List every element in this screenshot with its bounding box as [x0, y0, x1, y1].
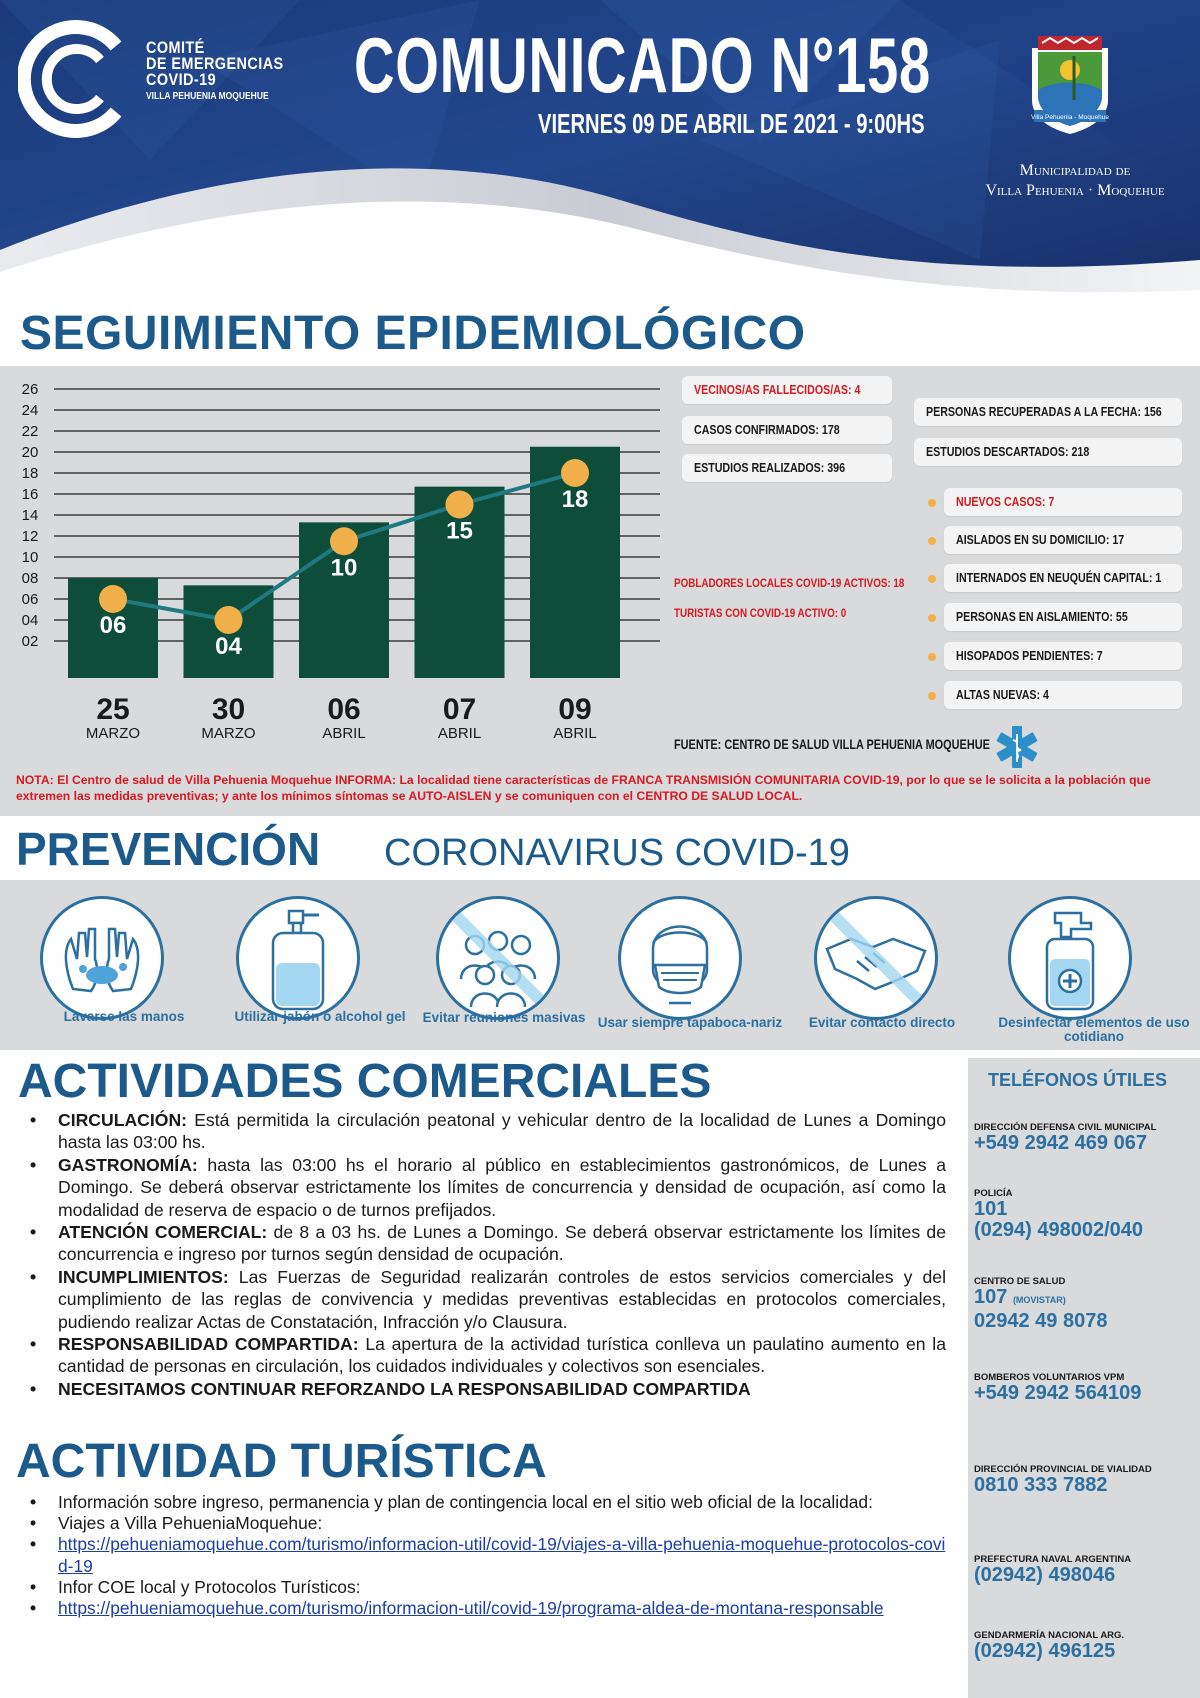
y-tick-label: 20	[21, 444, 39, 461]
bullet-dot	[928, 614, 936, 622]
star-of-life-icon	[992, 722, 1042, 772]
tel-bomberos	[974, 1372, 1198, 1404]
spray-bottle-icon	[1008, 896, 1132, 1020]
comite-line-3: COVID-19	[146, 70, 217, 89]
data-point	[561, 459, 589, 487]
data-point	[446, 491, 474, 519]
data-point	[215, 606, 243, 634]
list-item: • Infor COE local y Protocolos Turísticos:	[28, 1577, 946, 1598]
tel-label: DIRECCIÓN DEFENSA CIVIL MUNICIPAL	[974, 1122, 1157, 1133]
bullet-dot	[928, 537, 936, 545]
source-note: FUENTE: CENTRO DE SALUD VILLA PEHUENIA MOQUEHUE	[674, 736, 990, 752]
list-item: • NECESITAMOS CONTINUAR REFORZANDO LA RESPONSABILIDAD COMPARTIDA	[28, 1378, 946, 1400]
stat-hisopados: HISOPADOS PENDIENTES: 7	[944, 642, 1182, 670]
tel-policia	[974, 1188, 1198, 1241]
bullet-dot	[928, 499, 936, 507]
x-tick-month: ABRIL	[437, 725, 482, 742]
list-item: • Información sobre ingreso, permanencia y plan de contingencia local en el sitio web oficial de la localidad:	[28, 1492, 946, 1513]
page-title: COMUNICADO N°158	[354, 21, 931, 109]
stat-confirmados: CASOS CONFIRMADOS: 178	[682, 416, 892, 444]
stat-pobladores: POBLADORES LOCALES COVID-19 ACTIVOS: 18	[674, 576, 905, 590]
prev-label-reuniones: Evitar reuniones masivas	[422, 1010, 586, 1025]
tel-label: BOMBEROS VOLUNTARIOS VPM	[974, 1372, 1125, 1383]
tel-number[interactable]: 02942 49 8078	[974, 1310, 1108, 1332]
data-point	[330, 527, 358, 555]
data-label: 15	[446, 517, 473, 545]
list-item: • RESPONSABILIDAD COMPARTIDA: La apertura de la actividad turística conlleva un paulatino aumento en la cantidad de personas en circulación, los cuidados individuales y colectivos son esenciales.	[28, 1333, 946, 1378]
shield-caption: Villa Pehuenia - Moquehue	[1031, 114, 1109, 121]
prev-label-manos: Lavarse las manos	[63, 1009, 185, 1024]
prevencion-subtitle: CORONAVIRUS COVID-19	[384, 832, 850, 874]
municipality-name	[955, 161, 1195, 201]
prev-label-contacto: Evitar contacto directo	[808, 1015, 956, 1030]
stat-recuperadas: PERSONAS RECUPERADAS A LA FECHA: 156	[914, 398, 1182, 426]
hands-washing-icon	[40, 896, 164, 1020]
comite-line-1: COMITÉ	[146, 38, 205, 57]
x-tick-month: MARZO	[201, 725, 256, 742]
y-tick-label: 10	[21, 549, 39, 566]
health-notice: NOTA: El Centro de salud de Villa Pehuenia Moquehue INFORMA: La localidad tiene características de FRANCA TRANSMISIÓN COMUNITARIA COVID-19, por lo que se le solicita a la población que extremen las medidas preventivas; y ante los mínimos síntomas se AUTO-AISLEN y se comuniquen con el CENTRO DE SALUD LOCAL.	[16, 773, 1151, 803]
page-date: VIERNES 09 DE ABRIL DE 2021 - 9:00HS	[538, 108, 925, 139]
y-tick-label: 24	[21, 402, 39, 419]
comite-logo-icon	[18, 14, 138, 144]
bullet-dot	[928, 653, 936, 661]
list-item: • Viajes a Villa PehueniaMoquehue:	[28, 1513, 946, 1534]
cases-chart	[0, 366, 670, 756]
list-item: • GASTRONOMÍA: hasta las 03:00 hs el horario al público en establecimientos gastronómicos, de Lunes a Domingo. Se deberá observar estrictamente los límites de concurrencia y densidad de ocupación, así como la modalidad de reserva de espacio o de turnos prefijados.	[28, 1154, 946, 1221]
stat-descartados: ESTUDIOS DESCARTADOS: 218	[914, 438, 1182, 466]
prev-label-desinfectar: Desinfectar elementos de uso cotidiano	[998, 1015, 1190, 1044]
soap-dispenser-icon	[236, 896, 360, 1020]
x-tick-day: 25	[96, 693, 130, 726]
y-tick-label: 12	[21, 528, 39, 545]
y-tick-label: 16	[21, 486, 39, 503]
tel-defensa-civil	[974, 1122, 1198, 1154]
data-label: 18	[561, 486, 589, 513]
data-label: 06	[99, 612, 127, 639]
municipality-line-1: Municipalidad de	[1019, 162, 1131, 179]
y-tick-label: 04	[21, 612, 39, 629]
data-point	[99, 585, 127, 613]
comite-name	[146, 40, 308, 105]
x-tick-day: 07	[442, 693, 477, 726]
list-item: • CIRCULACIÓN: Está permitida la circulación peatonal y vehicular dentro de la localidad de Lunes a Domingo hasta las 03:00 hs.	[28, 1109, 946, 1154]
stat-aislados: AISLADOS EN SU DOMICILIO: 17	[944, 526, 1182, 554]
telefonos-panel	[968, 1058, 1200, 1698]
actividades-title: ACTIVIDADES COMERCIALES	[18, 1055, 712, 1108]
crowd-icon	[436, 896, 560, 1020]
x-tick-month: MARZO	[85, 725, 141, 742]
tel-label: GENDARMERÍA NACIONAL ARG.	[974, 1630, 1125, 1641]
tel-label: CENTRO DE SALUD	[974, 1276, 1066, 1287]
tel-label: DIRECCIÓN PROVINCIAL DE VIALIDAD	[974, 1464, 1152, 1475]
data-label: 10	[330, 554, 358, 582]
bullet-dot	[928, 692, 936, 700]
turistica-list	[28, 1492, 946, 1619]
x-tick-month: ABRIL	[553, 725, 597, 742]
y-tick-label: 26	[21, 381, 39, 398]
link-viajes[interactable]: https://pehueniamoquehue.com/turismo/informacion-util/covid-19/viajes-a-villa-pehuenia-moquehue-protocolos-covid-19	[58, 1534, 946, 1576]
handshake-icon	[814, 896, 938, 1020]
data-label: 04	[215, 633, 242, 660]
stat-aislamiento: PERSONAS EN AISLAMIENTO: 55	[944, 603, 1182, 631]
turistica-title: ACTIVIDAD TURÍSTICA	[16, 1435, 547, 1488]
tel-vialidad	[974, 1464, 1198, 1496]
y-tick-label: 08	[21, 570, 39, 587]
stat-realizados: ESTUDIOS REALIZADOS: 396	[682, 454, 892, 482]
tel-note: (MOVISTAR)	[1012, 1295, 1066, 1305]
list-item	[28, 1598, 946, 1619]
stat-turistas: TURISTAS CON COVID-19 ACTIVO: 0	[674, 606, 847, 620]
tel-centro-salud	[974, 1276, 1198, 1332]
prevention-band	[0, 880, 1200, 1050]
tel-number[interactable]: +549 2942 564109	[974, 1382, 1142, 1404]
x-tick-day: 09	[558, 693, 592, 726]
prev-label-jabon: Utilizar jabón o alcohol gel	[234, 1009, 406, 1024]
x-tick-day: 30	[211, 693, 246, 726]
x-tick-month: ABRIL	[322, 725, 366, 742]
seguimiento-title: SEGUIMIENTO EPIDEMIOLÓGICO	[20, 307, 806, 360]
y-tick-label: 14	[21, 507, 39, 524]
prev-label-tapaboca: Usar siempre tapaboca-nariz	[597, 1015, 783, 1030]
list-item: • INCUMPLIMIENTOS: Las Fuerzas de Seguridad realizarán controles de estos servicios comerciales y del cumplimiento de las reglas de convivencia y medidas preventivas establecidas en protocolos comerciales, pudiendo realizar Actas de Constatación, Infracción y/o Clausura.	[28, 1266, 946, 1333]
actividades-list	[28, 1109, 946, 1400]
y-tick-label: 02	[21, 633, 39, 650]
x-tick-day: 06	[327, 693, 361, 726]
tel-number[interactable]: (0294) 498002/040	[974, 1219, 1144, 1241]
tel-number[interactable]: (02942) 496125	[974, 1640, 1116, 1662]
tel-number[interactable]: 107	[974, 1286, 1008, 1308]
link-programa[interactable]: https://pehueniamoquehue.com/turismo/informacion-util/covid-19/programa-aldea-de-montana-responsable	[58, 1598, 884, 1619]
y-tick-label: 06	[21, 591, 39, 608]
stat-nuevos: NUEVOS CASOS: 7	[944, 488, 1182, 516]
tel-prefectura	[974, 1554, 1198, 1586]
tel-number[interactable]: (02942) 498046	[974, 1564, 1116, 1586]
stat-internados: INTERNADOS EN NEUQUÉN CAPITAL: 1	[944, 564, 1182, 592]
y-tick-label: 18	[21, 465, 39, 482]
tel-number[interactable]: 101	[974, 1198, 1008, 1220]
tel-label: PREFECTURA NAVAL ARGENTINA	[974, 1554, 1132, 1565]
municipality-line-2: Villa Pehuenia · Moquehue	[985, 182, 1165, 199]
municipal-shield-icon	[1024, 30, 1116, 135]
telefonos-title: TELÉFONOS ÚTILES	[988, 1070, 1168, 1090]
bullet-dot	[928, 575, 936, 583]
list-item: • ATENCIÓN COMERCIAL: de 8 a 03 hs. de Lunes a Domingo. Se deberá observar estrictamente los límites de concurrencia e ingreso por turnos según densidad de ocupación.	[28, 1221, 946, 1266]
stat-fallecidos: VECINOS/AS FALLECIDOS/AS: 4	[682, 376, 892, 404]
epidemiology-panel	[0, 366, 1200, 816]
tel-number-row	[974, 1287, 1198, 1311]
face-mask-icon	[618, 896, 742, 1020]
header-banner	[0, 0, 1200, 300]
comite-line-2: DE EMERGENCIAS	[146, 54, 284, 73]
tel-label: POLICÍA	[974, 1188, 1013, 1199]
list-item	[28, 1534, 946, 1576]
stat-altas: ALTAS NUEVAS: 4	[944, 681, 1182, 709]
comite-place: VILLA PEHUENIA MOQUEHUE	[146, 91, 269, 102]
tel-number[interactable]: +549 2942 469 067	[974, 1132, 1147, 1154]
y-tick-label: 22	[21, 423, 39, 440]
tel-gendarmeria	[974, 1630, 1198, 1662]
tel-number[interactable]: 0810 333 7882	[974, 1474, 1108, 1496]
prevencion-title: PREVENCIÓN	[16, 823, 321, 875]
